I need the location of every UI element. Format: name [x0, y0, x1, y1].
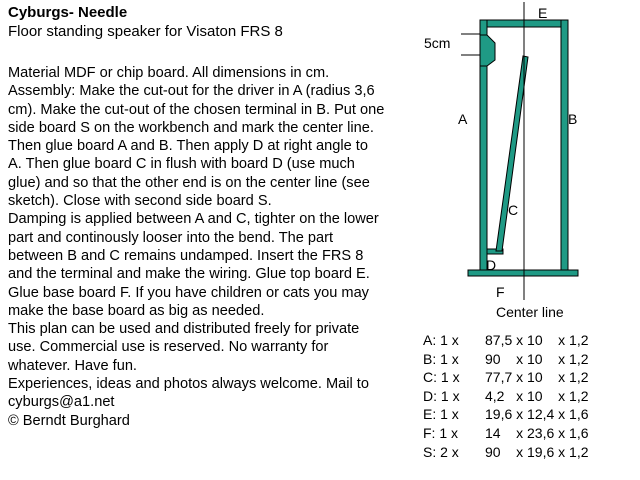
- part-quantity: D: 1 x: [423, 387, 460, 404]
- instruction-line: A. Then glue board C in flush with board D (use much: [8, 156, 355, 173]
- label-center-line: Center line: [496, 304, 564, 320]
- instruction-line: between B and C remains undamped. Insert the FRS 8: [8, 247, 364, 264]
- parts-list: [423, 331, 589, 461]
- label-a: A: [458, 111, 468, 127]
- part-quantity: F: 1 x: [423, 424, 459, 441]
- part-dimensions: 4,2 x 10 x 1,2: [485, 387, 589, 404]
- parts-row: [423, 424, 589, 443]
- parts-row: [423, 331, 589, 350]
- parts-row: [423, 387, 589, 406]
- part-dimensions: 90 x 19,6 x 1,2: [485, 443, 589, 460]
- part-quantity: S: 2 x: [423, 443, 459, 460]
- board-f: [468, 270, 578, 276]
- board-b: [561, 20, 568, 275]
- instruction-line: This plan can be used and distributed freely for private: [8, 321, 360, 338]
- part-quantity: C: 1 x: [423, 369, 460, 386]
- parts-row: [423, 368, 589, 387]
- label-d: D: [486, 257, 497, 273]
- instruction-line: use. Commercial use is reserved. No warranty for: [8, 339, 329, 356]
- instruction-line: Damping is applied between A and C, tighter on the lower: [8, 211, 379, 228]
- label-dimension: 5cm: [424, 35, 451, 51]
- parts-row: [423, 443, 589, 462]
- instruction-line: cm). Make the cut-out of the chosen terminal in B. Put one: [8, 101, 385, 118]
- instruction-line: make the base board as big as needed.: [8, 302, 265, 319]
- part-dimensions: 90 x 10 x 1,2: [485, 350, 589, 367]
- instruction-line: glue) and so that the other end is on the center line (see: [8, 174, 370, 191]
- part-dimensions: 87,5 x 10 x 1,2: [485, 332, 589, 348]
- board-c: [496, 56, 528, 251]
- page-title: Cyburgs- Needle: [8, 4, 128, 21]
- instruction-line: side board S on the workbench and mark the center line.: [8, 119, 374, 136]
- driver-mount: [480, 35, 495, 66]
- instruction-line: Glue base board F. If you have children or cats you may: [8, 284, 369, 301]
- label-c: C: [508, 202, 519, 218]
- instruction-line: Then glue board A and B. Then apply D at right angle to: [8, 138, 368, 155]
- part-quantity: A: 1 x: [423, 332, 459, 348]
- instruction-line: © Berndt Burghard: [8, 412, 130, 429]
- parts-row: [423, 405, 589, 424]
- part-dimensions: 77,7 x 10 x 1,2: [485, 369, 589, 386]
- label-f: F: [496, 284, 505, 300]
- instruction-line: cyburgs@a1.net: [8, 394, 115, 411]
- part-dimensions: 14 x 23,6 x 1,6: [485, 424, 589, 441]
- label-b: B: [568, 111, 578, 127]
- instruction-line: sketch). Close with second side board S.: [8, 193, 272, 210]
- instruction-line: Assembly: Make the cut-out for the driver in A (radius 3,6: [8, 83, 375, 100]
- part-quantity: E: 1 x: [423, 406, 459, 423]
- instruction-line: Material MDF or chip board. All dimensions in cm.: [8, 65, 330, 81]
- part-dimensions: 19,6 x 12,4 x 1,6: [485, 406, 589, 423]
- instruction-line: whatever. Have fun.: [8, 357, 137, 374]
- part-quantity: B: 1 x: [423, 350, 459, 367]
- instruction-line: Experiences, ideas and photos always welcome. Mail to: [8, 376, 369, 393]
- label-e: E: [538, 5, 548, 21]
- instruction-line: and the terminal and make the wiring. Glue top board E.: [8, 266, 370, 283]
- page-subtitle: Floor standing speaker for Visaton FRS 8: [8, 23, 283, 40]
- instruction-line: part and continously looser into the bend. The part: [8, 229, 334, 246]
- parts-row: [423, 350, 589, 369]
